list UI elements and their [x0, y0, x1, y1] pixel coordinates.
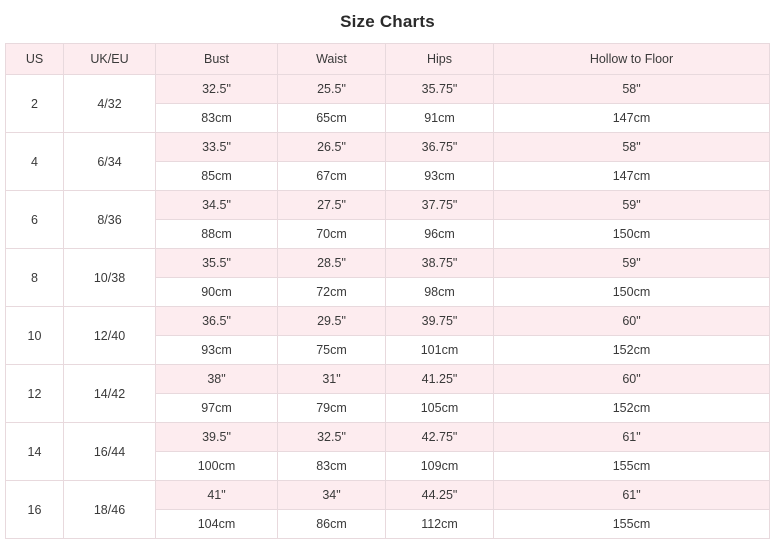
- cell-hips-inch: 42.75": [386, 423, 494, 452]
- column-header-hollow-to-floor: Hollow to Floor: [494, 44, 770, 75]
- cell-ukeu-size: 16/44: [64, 423, 156, 481]
- column-header-waist: Waist: [278, 44, 386, 75]
- column-header-ukeu: UK/EU: [64, 44, 156, 75]
- cell-hips-cm: 105cm: [386, 394, 494, 423]
- cell-bust-inch: 38": [156, 365, 278, 394]
- cell-hips-cm: 98cm: [386, 278, 494, 307]
- cell-ukeu-size: 14/42: [64, 365, 156, 423]
- cell-bust-cm: 104cm: [156, 510, 278, 539]
- table-row: [6, 133, 770, 162]
- cell-hips-inch: 41.25": [386, 365, 494, 394]
- cell-hollow-inch: 59": [494, 191, 770, 220]
- table-row: [6, 75, 770, 104]
- cell-ukeu-size: 8/36: [64, 191, 156, 249]
- cell-bust-cm: 93cm: [156, 336, 278, 365]
- cell-ukeu-size: 10/38: [64, 249, 156, 307]
- cell-us-size: 14: [6, 423, 64, 481]
- cell-hollow-inch: 60": [494, 365, 770, 394]
- size-chart-table: [5, 43, 770, 539]
- table-row: [6, 481, 770, 510]
- table-body: [6, 75, 770, 539]
- cell-hips-cm: 109cm: [386, 452, 494, 481]
- cell-waist-inch: 31": [278, 365, 386, 394]
- cell-hips-cm: 91cm: [386, 104, 494, 133]
- cell-hollow-cm: 155cm: [494, 452, 770, 481]
- cell-us-size: 6: [6, 191, 64, 249]
- cell-bust-inch: 36.5": [156, 307, 278, 336]
- cell-us-size: 8: [6, 249, 64, 307]
- cell-bust-cm: 85cm: [156, 162, 278, 191]
- cell-hips-inch: 39.75": [386, 307, 494, 336]
- cell-waist-cm: 70cm: [278, 220, 386, 249]
- page-title: Size Charts: [340, 12, 435, 31]
- cell-waist-inch: 26.5": [278, 133, 386, 162]
- table-row: [6, 191, 770, 220]
- cell-waist-inch: 34": [278, 481, 386, 510]
- cell-waist-cm: 79cm: [278, 394, 386, 423]
- cell-hollow-cm: 150cm: [494, 220, 770, 249]
- cell-bust-inch: 41": [156, 481, 278, 510]
- cell-hips-inch: 35.75": [386, 75, 494, 104]
- cell-waist-inch: 29.5": [278, 307, 386, 336]
- cell-waist-cm: 86cm: [278, 510, 386, 539]
- table-header-row: [6, 44, 770, 75]
- cell-hollow-inch: 58": [494, 133, 770, 162]
- cell-us-size: 4: [6, 133, 64, 191]
- column-header-bust: Bust: [156, 44, 278, 75]
- cell-ukeu-size: 4/32: [64, 75, 156, 133]
- cell-hips-inch: 44.25": [386, 481, 494, 510]
- cell-hollow-inch: 59": [494, 249, 770, 278]
- cell-waist-inch: 25.5": [278, 75, 386, 104]
- cell-ukeu-size: 18/46: [64, 481, 156, 539]
- cell-hollow-cm: 150cm: [494, 278, 770, 307]
- cell-hollow-inch: 58": [494, 75, 770, 104]
- cell-hollow-inch: 61": [494, 423, 770, 452]
- cell-hips-cm: 93cm: [386, 162, 494, 191]
- cell-hollow-cm: 152cm: [494, 394, 770, 423]
- cell-us-size: 10: [6, 307, 64, 365]
- cell-us-size: 12: [6, 365, 64, 423]
- cell-hollow-inch: 60": [494, 307, 770, 336]
- cell-hips-cm: 112cm: [386, 510, 494, 539]
- cell-us-size: 16: [6, 481, 64, 539]
- table-row: [6, 365, 770, 394]
- cell-waist-cm: 75cm: [278, 336, 386, 365]
- table-row: [6, 307, 770, 336]
- cell-waist-cm: 72cm: [278, 278, 386, 307]
- cell-bust-inch: 33.5": [156, 133, 278, 162]
- cell-hollow-cm: 152cm: [494, 336, 770, 365]
- column-header-hips: Hips: [386, 44, 494, 75]
- cell-hips-inch: 36.75": [386, 133, 494, 162]
- cell-hollow-cm: 147cm: [494, 104, 770, 133]
- table-row: [6, 423, 770, 452]
- cell-bust-cm: 97cm: [156, 394, 278, 423]
- cell-ukeu-size: 12/40: [64, 307, 156, 365]
- table-row: [6, 249, 770, 278]
- cell-waist-cm: 65cm: [278, 104, 386, 133]
- cell-waist-inch: 27.5": [278, 191, 386, 220]
- cell-hollow-cm: 147cm: [494, 162, 770, 191]
- cell-hips-cm: 101cm: [386, 336, 494, 365]
- column-header-us: US: [6, 44, 64, 75]
- cell-bust-inch: 39.5": [156, 423, 278, 452]
- cell-bust-inch: 34.5": [156, 191, 278, 220]
- cell-waist-inch: 32.5": [278, 423, 386, 452]
- cell-waist-cm: 67cm: [278, 162, 386, 191]
- table-header: [6, 44, 770, 75]
- cell-hips-cm: 96cm: [386, 220, 494, 249]
- cell-bust-cm: 100cm: [156, 452, 278, 481]
- cell-bust-inch: 35.5": [156, 249, 278, 278]
- cell-hollow-inch: 61": [494, 481, 770, 510]
- cell-us-size: 2: [6, 75, 64, 133]
- cell-bust-cm: 88cm: [156, 220, 278, 249]
- cell-waist-cm: 83cm: [278, 452, 386, 481]
- cell-hollow-cm: 155cm: [494, 510, 770, 539]
- cell-ukeu-size: 6/34: [64, 133, 156, 191]
- cell-bust-cm: 83cm: [156, 104, 278, 133]
- cell-waist-inch: 28.5": [278, 249, 386, 278]
- cell-hips-inch: 38.75": [386, 249, 494, 278]
- cell-hips-inch: 37.75": [386, 191, 494, 220]
- cell-bust-cm: 90cm: [156, 278, 278, 307]
- cell-bust-inch: 32.5": [156, 75, 278, 104]
